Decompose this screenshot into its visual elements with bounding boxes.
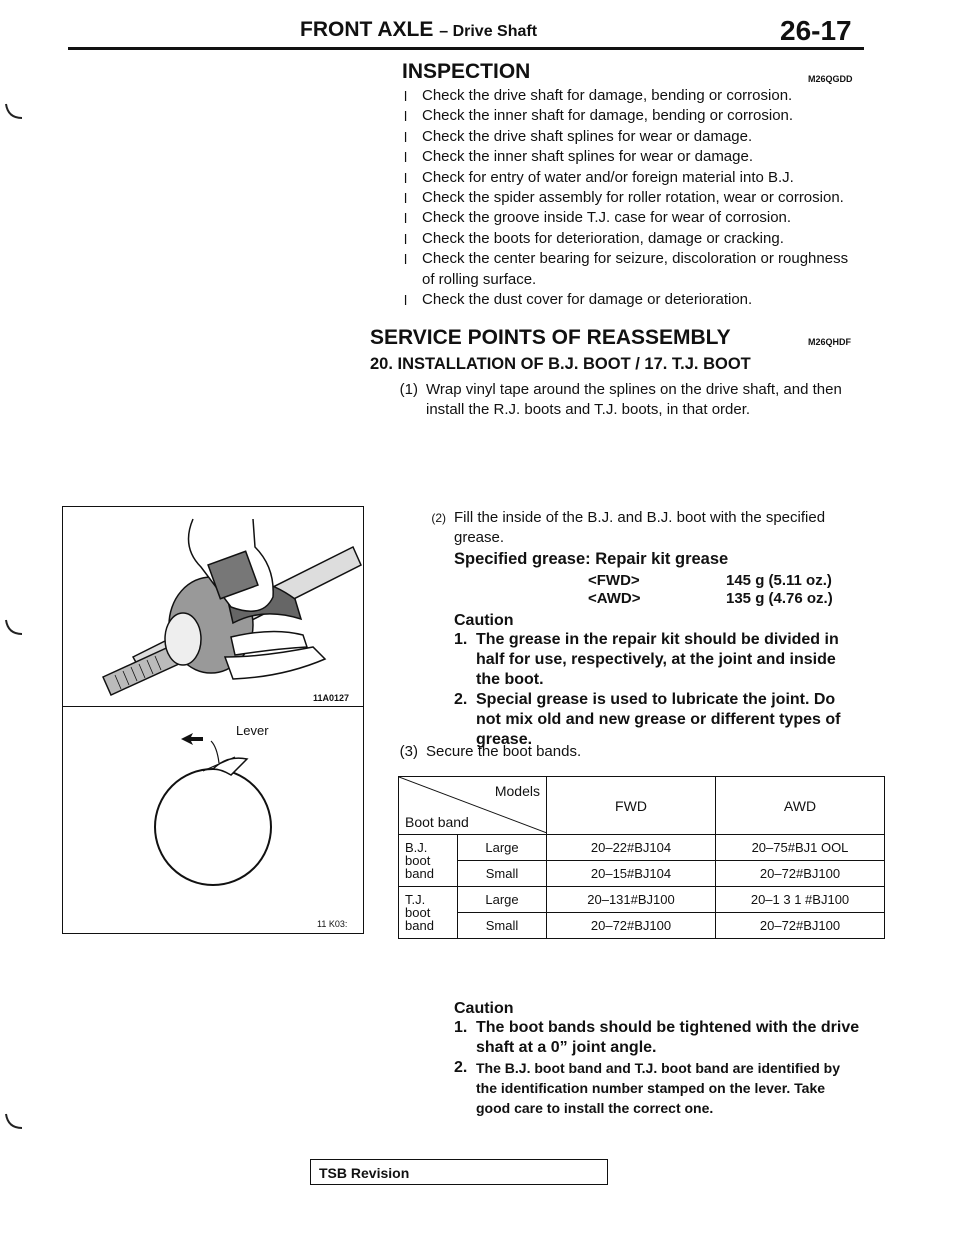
reassembly-heading: SERVICE POINTS OF REASSEMBLY xyxy=(370,326,731,349)
column-header-awd: AWD xyxy=(716,777,885,835)
step-1-number: (1) xyxy=(399,381,418,398)
reassembly-subtitle: 20. INSTALLATION OF B.J. BOOT / 17. T.J. BOOT xyxy=(370,355,751,373)
column-header-fwd: FWD xyxy=(547,777,716,835)
lever-label: Lever xyxy=(236,723,269,738)
step-2-number: (2) xyxy=(431,511,446,525)
size-cell: Large xyxy=(458,887,547,913)
caution-2-item: 2. The B.J. boot band and T.J. boot band are identified by the identification number stamped on the lever. Take good care to install the correct one. xyxy=(454,1059,841,1116)
inspection-item: l Check the center bearing for seizure, discoloration or roughness of rolling surface. xyxy=(402,249,862,290)
boot-band-illustration xyxy=(63,707,363,933)
fwd-cell: 20–131#BJ100 xyxy=(547,887,716,913)
inspection-heading: INSPECTION xyxy=(402,60,531,83)
caution-1-title: Caution xyxy=(454,612,514,629)
step-2 xyxy=(431,508,864,548)
figure-grease-filling xyxy=(62,506,364,708)
fwd-value: 145 g (5.11 oz.) xyxy=(726,572,832,589)
caution-1-item: 2. Special grease is used to lubricate the joint. Do not mix old and new grease or different types of grease. xyxy=(454,691,841,748)
inspection-list xyxy=(402,86,862,310)
awd-cell: 20–72#BJ100 xyxy=(716,913,885,939)
awd-cell: 20–1 3 1 #BJ100 xyxy=(716,887,885,913)
caution-2-title: Caution xyxy=(454,1000,514,1017)
size-cell: Small xyxy=(458,913,547,939)
binder-mark xyxy=(4,618,24,638)
table-row xyxy=(399,913,885,939)
table-row xyxy=(399,861,885,887)
fwd-label: <FWD> xyxy=(588,572,640,589)
caution-1-list xyxy=(454,630,862,750)
binder-mark xyxy=(4,1112,24,1132)
fwd-cell: 20–72#BJ100 xyxy=(547,913,716,939)
caution-1-item: 1. The grease in the repair kit should be divided in half for use, respectively, at the joint and inside the boot. xyxy=(454,631,839,688)
awd-value: 135 g (4.76 oz.) xyxy=(726,590,833,607)
reassembly-code: M26QHDF xyxy=(808,337,852,347)
models-label: Models xyxy=(494,783,540,799)
page-header-title xyxy=(300,18,537,42)
caution-2-item: 1. The boot bands should be tightened with the drive shaft at a 0” joint angle. xyxy=(454,1019,860,1056)
inspection-item: l Check for entry of water and/or foreign material into B.J. xyxy=(402,168,862,188)
inspection-item: l Check the boots for deterioration, damage or cracking. xyxy=(402,229,862,249)
grease-filling-illustration xyxy=(63,507,363,707)
arrow-icon xyxy=(181,733,203,745)
inspection-item: l Check the dust cover for damage or deterioration. xyxy=(402,290,862,310)
fwd-cell: 20–15#BJ104 xyxy=(547,861,716,887)
grease-spec: Specified grease: Repair kit grease xyxy=(454,550,729,568)
boot-band-table xyxy=(398,776,885,939)
size-cell: Small xyxy=(458,861,547,887)
inspection-item: l Check the spider assembly for roller rotation, wear or corrosion. xyxy=(402,188,862,208)
tj-boot-band-cell: T.J. boot band xyxy=(399,887,458,939)
step-3-number: (3) xyxy=(399,743,418,760)
awd-cell: 20–72#BJ100 xyxy=(716,861,885,887)
section-title: FRONT AXLE xyxy=(300,18,434,41)
figure-boot-band-lever xyxy=(62,706,364,934)
subsection-title: – Drive Shaft xyxy=(439,23,538,40)
inspection-item: l Check the drive shaft for damage, bending or corrosion. xyxy=(402,86,862,106)
caution-2-list xyxy=(454,1018,862,1118)
inspection-item: l Check the inner shaft for damage, bending or corrosion. xyxy=(402,106,862,126)
page-number: 26-17 xyxy=(780,15,852,46)
inspection-item: l Check the groove inside T.J. case for wear of corrosion. xyxy=(402,208,862,228)
header-rule xyxy=(68,47,864,50)
step-1 xyxy=(399,380,860,420)
awd-label: <AWD> xyxy=(588,590,641,607)
step-3-text: Secure the boot bands. xyxy=(426,743,582,760)
boot-band-label: Boot band xyxy=(405,814,469,830)
inspection-item: l Check the drive shaft splines for wear or damage. xyxy=(402,127,862,147)
binder-mark xyxy=(4,102,24,122)
inspection-item: l Check the inner shaft splines for wear or damage. xyxy=(402,147,862,167)
step-1-text: Wrap vinyl tape around the splines on the drive shaft, and then install the R.J. boots and T.J. boots, in that order. xyxy=(426,381,842,418)
table-row xyxy=(399,887,885,913)
step-3 xyxy=(399,742,860,762)
step-2-text: Fill the inside of the B.J. and B.J. boot with the specified grease. xyxy=(454,509,826,546)
table-corner-cell xyxy=(399,777,547,835)
table-row xyxy=(399,835,885,861)
awd-cell: 20–75#BJ1 OOL xyxy=(716,835,885,861)
fwd-cell: 20–22#BJ104 xyxy=(547,835,716,861)
figure-1-code: 11A0127 xyxy=(313,693,350,703)
boot-band-table-wrap xyxy=(398,776,885,939)
inspection-code: M26QGDD xyxy=(808,74,853,84)
tsb-revision-box: TSB Revision xyxy=(310,1159,608,1185)
bj-boot-band-cell: B.J. boot band xyxy=(399,835,458,887)
figure-2-code: 11 K03: xyxy=(317,919,348,929)
size-cell: Large xyxy=(458,835,547,861)
